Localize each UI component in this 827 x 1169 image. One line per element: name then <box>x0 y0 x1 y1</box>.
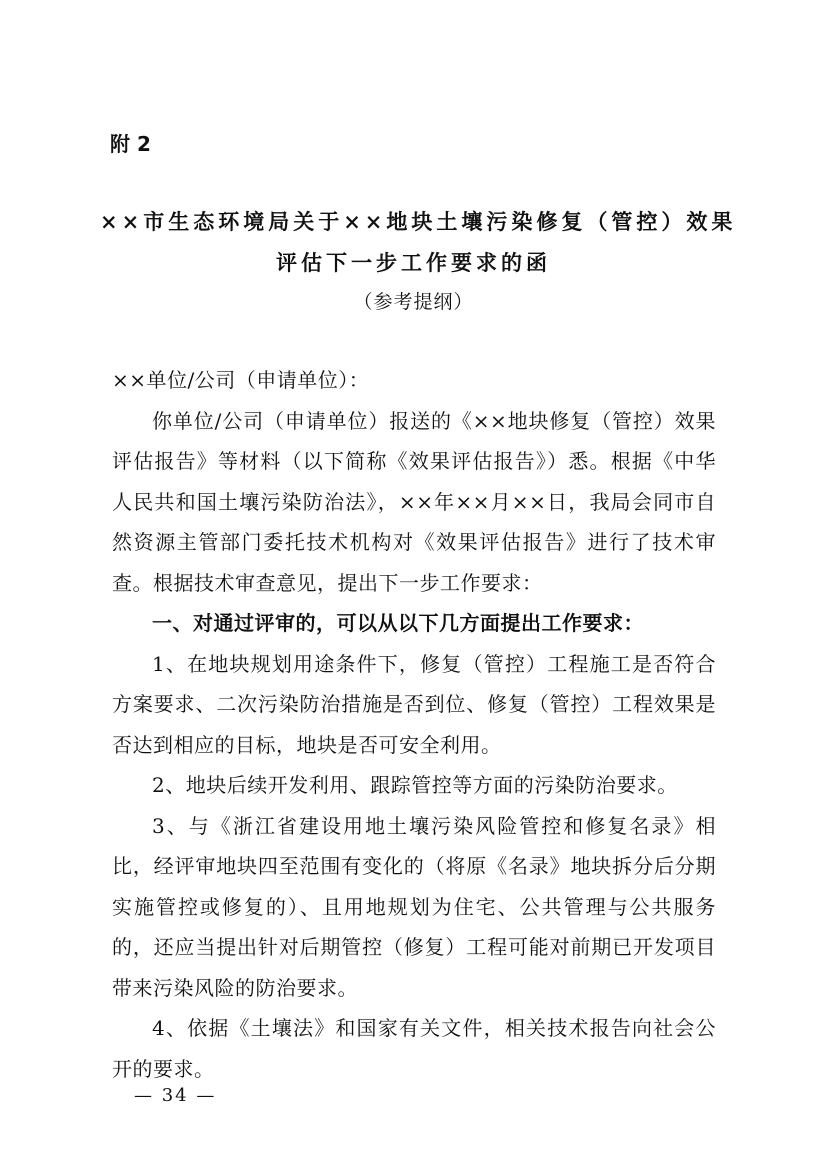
document-subtitle: （参考提纲） <box>353 291 474 313</box>
intro-paragraph: 你单位/公司（申请单位）报送的《××地块修复（管控）效果评估报告》等材料（以下简称《效果评估报告》）悉。根据《中华人民共和国土壤污染防治法》，××年××月××日，我局会同市自然资源主管部门委托技术机构对《效果评估报告》进行了技术审查。根据技术审查意见，提出下一步工作要求： <box>112 408 716 595</box>
document-body <box>112 360 716 1089</box>
attachment-label: 附 2 <box>110 132 151 156</box>
requirement-item-1: 1、在地块规划用途条件下，修复（管控）工程施工是否符合方案要求、二次污染防治措施是否到位、修复（管控）工程效果是否达到相应的目标，地块是否可安全利用。 <box>112 651 716 757</box>
requirement-item-2: 2、地块后续开发利用、跟踪管控等方面的污染防治要求。 <box>152 773 678 797</box>
document-title-line-1: ××市生态环境局关于××地块土壤污染修复（管控）效果 <box>100 209 737 234</box>
salutation: ××单位/公司（申请单位）： <box>112 368 370 392</box>
document-title-line-2: 评估下一步工作要求的函 <box>276 250 551 275</box>
requirement-item-4: 4、依据《土壤法》和国家有关文件，相关技术报告向社会公开的要求。 <box>112 1016 716 1081</box>
section-heading: 一、对通过评审的，可以从以下几方面提出工作要求： <box>152 611 644 635</box>
page-number: — 34 — <box>134 1085 217 1106</box>
requirement-item-3: 3、与《浙江省建设用地土壤污染风险管控和修复名录》相比，经评审地块四至范围有变化的（将原《名录》地块拆分后分期实施管控或修复的）、且用地规划为住宅、公共管理与公共服务的，还应当提出针对后期管控（修复）工程可能对前期已开发项目带来污染风险的防治要求。 <box>112 813 716 1000</box>
